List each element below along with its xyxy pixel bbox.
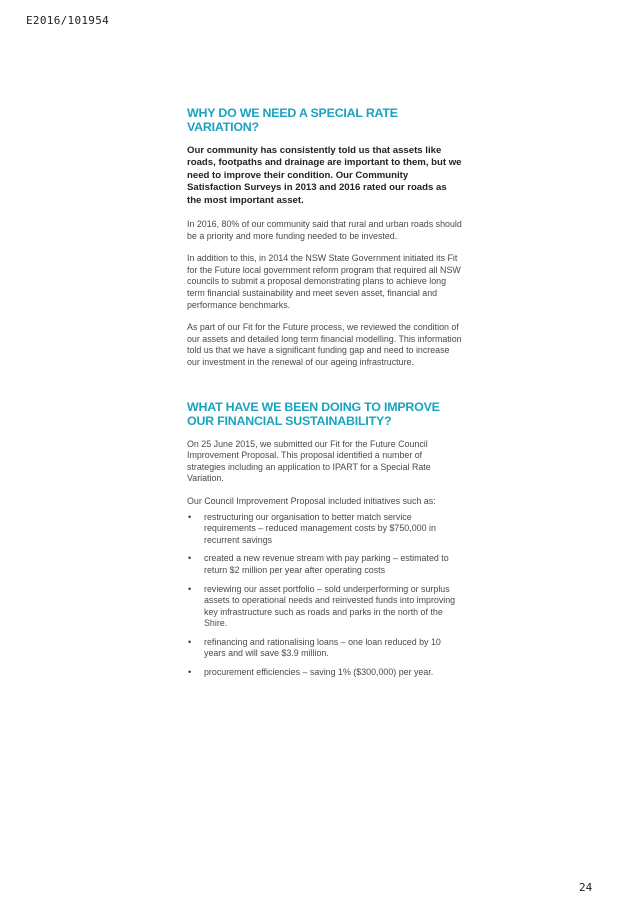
list-item bbox=[187, 553, 462, 576]
document-reference: E2016/101954 bbox=[26, 14, 110, 27]
list-item-text: created a new revenue stream with pay parking – estimated to return $2 million per year after operating costs bbox=[204, 553, 449, 575]
page-content bbox=[187, 106, 462, 686]
list-item bbox=[187, 667, 462, 679]
list-item bbox=[187, 512, 462, 547]
section2-paragraph: On 25 June 2015, we submitted our Fit for the Future Council Improvement Proposal. This proposal identified a number of strategies including an application to IPART for a Special Rate Variation. bbox=[187, 438, 431, 484]
bullet-icon: • bbox=[188, 583, 192, 594]
list-item-text: refinancing and rationalising loans – one loan reduced by 10 years and will save $3.9 million. bbox=[204, 636, 441, 659]
initiatives-list bbox=[187, 512, 462, 679]
list-item-text: procurement efficiencies – saving 1% ($300,000) per year. bbox=[204, 667, 434, 678]
section1-paragraph: In 2016, 80% of our community said that rural and urban roads should be a priority and more funding needed to be invested. bbox=[187, 219, 462, 241]
page-number: 24 bbox=[579, 881, 593, 894]
section2-heading: WHAT HAVE WE BEEN DOING TO IMPROVE OUR FINANCIAL SUSTAINABILITY? bbox=[187, 399, 440, 428]
list-item-text: restructuring our organisation to better match service requirements – reduced management costs by $750,000 in recurrent savings bbox=[204, 511, 436, 545]
list-item bbox=[187, 637, 462, 660]
section2-paragraph: Our Council Improvement Proposal included initiatives such as: bbox=[187, 495, 436, 506]
list-item bbox=[187, 584, 462, 630]
bullet-icon: • bbox=[188, 636, 192, 647]
section1-heading: WHY DO WE NEED A SPECIAL RATE VARIATION? bbox=[187, 106, 398, 134]
bullet-icon: • bbox=[188, 511, 192, 522]
bullet-icon: • bbox=[188, 667, 192, 678]
list-item-text: reviewing our asset portfolio – sold underperforming or surplus assets to operational needs and reinvested funds into improving key infrastructure such as roads and parks in the north of the Shire. bbox=[204, 583, 456, 629]
section1-paragraph: As part of our Fit for the Future process, we reviewed the condition of our assets and detailed long term financial modelling. This information told us that we have a significant funding gap and need to increase our investment in the renewal of our ageing infrastructure. bbox=[187, 322, 462, 367]
section-gap bbox=[187, 380, 462, 400]
section1-paragraph: In addition to this, in 2014 the NSW State Government initiated its Fit for the Future local government reform program that required all NSW councils to submit a proposal demonstrating plans to achieve long term financial sustainability and meet seven asset, financial and performance benchmarks. bbox=[187, 253, 461, 310]
section1-lead: Our community has consistently told us that assets like roads, footpaths and drainage are important to them, but we need to improve their condition. Our Community Satisfaction Surveys in 2013 and 2016 rated our roads as the most important asset. bbox=[187, 145, 462, 206]
bullet-icon: • bbox=[188, 553, 192, 564]
